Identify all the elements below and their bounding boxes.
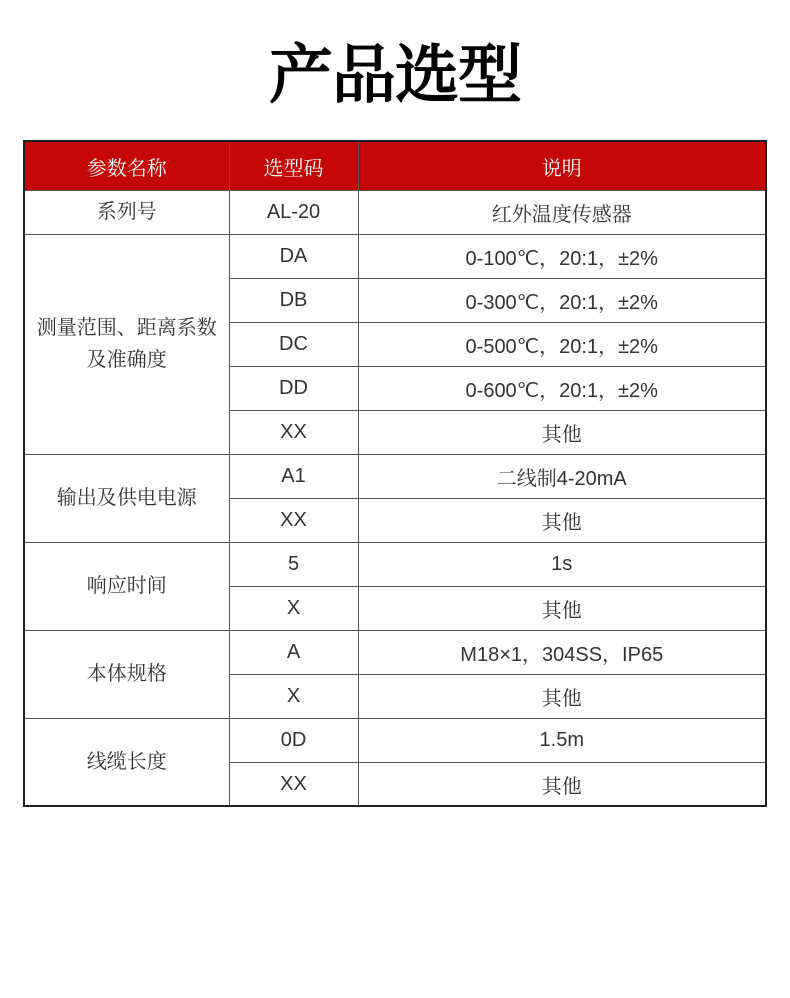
description-cell: 0-600℃，20:1，±2% (358, 366, 766, 410)
selection-code-cell: XX (229, 498, 358, 542)
selection-code-cell: AL-20 (229, 190, 358, 234)
param-name-cell: 本体规格 (24, 630, 229, 718)
description-cell: 0-300℃，20:1，±2% (358, 278, 766, 322)
header-selection-code: 选型码 (229, 141, 358, 190)
selection-code-cell: 5 (229, 542, 358, 586)
description-cell: 其他 (358, 586, 766, 630)
page-title: 产品选型 (269, 39, 521, 111)
header-description: 说明 (358, 141, 766, 190)
description-cell: 二线制4-20mA (358, 454, 766, 498)
description-cell: 1s (358, 542, 766, 586)
param-name-cell: 线缆长度 (24, 718, 229, 806)
table-header (24, 141, 766, 190)
param-name-cell: 输出及供电电源 (24, 454, 229, 542)
param-name-cell: 测量范围、距离系数及准确度 (24, 234, 229, 454)
table-row (24, 542, 766, 586)
description-cell: 其他 (358, 762, 766, 806)
description-cell: 红外温度传感器 (358, 190, 766, 234)
selection-code-cell: A (229, 630, 358, 674)
description-cell: 1.5m (358, 718, 766, 762)
description-cell: 其他 (358, 410, 766, 454)
selection-table-body (24, 190, 766, 806)
product-selection-table (23, 140, 767, 807)
table-row (24, 718, 766, 762)
selection-code-cell: X (229, 674, 358, 718)
table-row (24, 234, 766, 278)
selection-code-cell: DB (229, 278, 358, 322)
description-cell: 0-500℃，20:1，±2% (358, 322, 766, 366)
param-name-cell: 响应时间 (24, 542, 229, 630)
selection-code-cell: XX (229, 762, 358, 806)
selection-code-cell: DC (229, 322, 358, 366)
table-row (24, 454, 766, 498)
selection-code-cell: DA (229, 234, 358, 278)
page (0, 40, 790, 807)
selection-code-cell: 0D (229, 718, 358, 762)
selection-code-cell: XX (229, 410, 358, 454)
selection-code-cell: X (229, 586, 358, 630)
description-cell: 其他 (358, 498, 766, 542)
table-row (24, 190, 766, 234)
param-name-cell: 系列号 (24, 190, 229, 234)
selection-code-cell: DD (229, 366, 358, 410)
description-cell: 0-100℃，20:1，±2% (358, 234, 766, 278)
table-header-row (24, 141, 766, 190)
header-param-name: 参数名称 (24, 141, 229, 190)
description-cell: M18×1，304SS，IP65 (358, 630, 766, 674)
selection-code-cell: A1 (229, 454, 358, 498)
table-row (24, 630, 766, 674)
description-cell: 其他 (358, 674, 766, 718)
